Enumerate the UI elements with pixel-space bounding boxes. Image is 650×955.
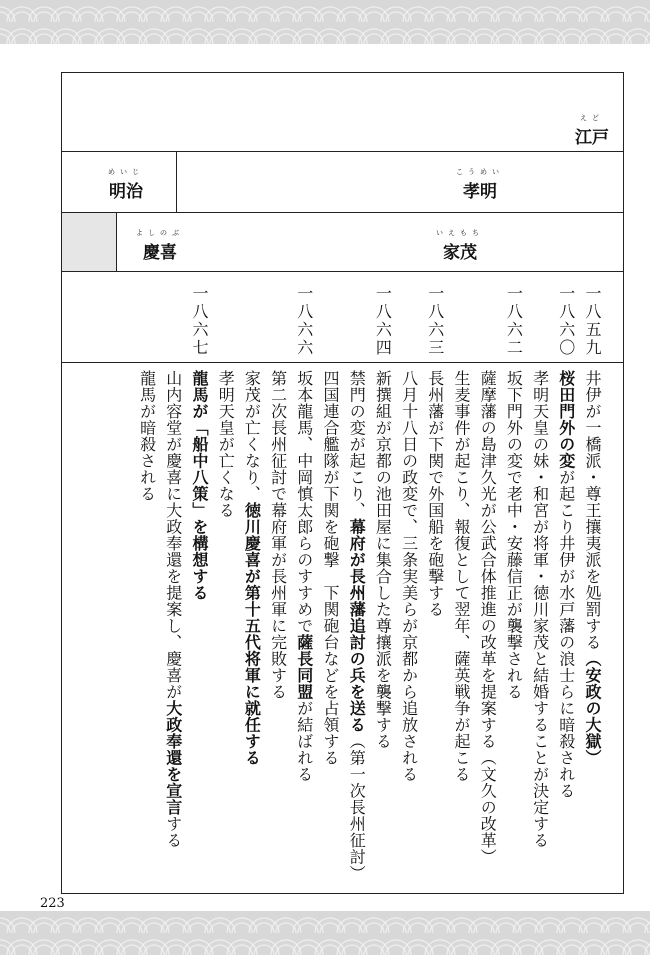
table-divider bbox=[61, 271, 624, 272]
row-year: 一八六三 bbox=[425, 285, 445, 357]
row-event bbox=[322, 370, 338, 766]
row-event bbox=[401, 370, 417, 783]
row-year: 一八六二 bbox=[504, 285, 524, 357]
row-event bbox=[558, 370, 574, 799]
event-text: 新撰組が京都の池田屋に集合した尊攘派を襲撃する bbox=[373, 370, 393, 750]
event-text-bold: 桜田門外の変 bbox=[556, 370, 576, 469]
table-divider bbox=[61, 151, 624, 152]
event-text: が起こり井伊が水戸藩の浪士らに暗殺される bbox=[556, 469, 576, 799]
event-text-bold: （安政の大獄） bbox=[583, 650, 602, 766]
event-text: が結ばれる bbox=[294, 700, 314, 783]
row-year: 一八六七 bbox=[190, 285, 209, 357]
row-event bbox=[242, 370, 262, 766]
event-text: 坂本龍馬、中岡慎太郎らのすすめで bbox=[294, 370, 314, 634]
event-text-bold: 徳川慶喜が第十五代将軍に就任する bbox=[242, 502, 262, 766]
event-text: （第一次長州征討） bbox=[347, 733, 367, 882]
event-text: 坂下門外の変で老中・安藤信正が襲撃される bbox=[504, 370, 524, 700]
row-event bbox=[296, 370, 312, 783]
event-text: 孝明天皇が亡くなる bbox=[216, 370, 236, 519]
event-text: 孝明天皇の妹・和宮が将軍・徳川家茂と結婚することが決定する bbox=[530, 370, 550, 849]
period-yoshinobu: 慶喜 bbox=[143, 243, 177, 263]
event-text: 第二次長州征討で幕府軍が長州軍に完敗する bbox=[268, 370, 288, 700]
event-text: 長州藩が下関で外国船を砲撃する bbox=[425, 370, 445, 618]
period-ruby: よしのぶ bbox=[136, 229, 184, 237]
period-edo: 江戸 bbox=[575, 128, 609, 148]
period-meiji: 明治 bbox=[109, 182, 143, 202]
row-event bbox=[139, 370, 155, 502]
period-koumei: 孝明 bbox=[463, 182, 497, 202]
row-event bbox=[504, 370, 524, 700]
event-text: 龍馬が暗殺される bbox=[137, 370, 157, 502]
event-text-bold: 幕府が長州藩追討の兵を送る bbox=[347, 518, 367, 733]
event-text: 四国連合艦隊が下関を砲撃 下関砲台などを占領する bbox=[321, 370, 340, 766]
table-divider bbox=[116, 212, 117, 271]
table-divider bbox=[61, 212, 624, 213]
shaded-cell bbox=[62, 213, 116, 271]
row-event bbox=[373, 370, 393, 750]
row-year: 一八六〇 bbox=[556, 285, 576, 357]
event-text: 井伊が一橋派・尊王攘夷派を処罰する bbox=[583, 370, 602, 651]
row-event bbox=[453, 370, 469, 783]
row-year: 一八五九 bbox=[583, 285, 602, 357]
event-text: 生麦事件が起こり、報復として翌年、薩英戦争が起こる bbox=[452, 370, 471, 783]
event-text-bold: 龍馬が「船中八策」を構想する bbox=[190, 370, 209, 601]
table-divider bbox=[176, 151, 177, 212]
row-event bbox=[216, 370, 236, 519]
event-text: 禁門の変が起こり、 bbox=[347, 370, 367, 519]
event-text: 家茂が亡くなり、 bbox=[242, 370, 262, 502]
period-ruby: めいじ bbox=[108, 168, 144, 176]
event-text-bold: 薩長同盟 bbox=[294, 634, 314, 700]
row-event bbox=[165, 370, 181, 849]
row-event bbox=[191, 370, 207, 601]
event-text: 八月十八日の政変で、三条実美らが京都から追放される bbox=[399, 370, 419, 783]
event-text-bold: 大政奉還を宣言 bbox=[163, 700, 183, 816]
period-ruby: えど bbox=[580, 114, 604, 122]
row-year: 一八六六 bbox=[294, 285, 314, 357]
period-iemochi: 家茂 bbox=[443, 243, 477, 263]
table-divider bbox=[61, 362, 624, 363]
event-text: する bbox=[163, 815, 183, 849]
row-event bbox=[532, 370, 548, 849]
row-year: 一八六四 bbox=[373, 285, 393, 357]
page-number: 223 bbox=[40, 896, 65, 911]
event-text: 薩摩藩の島津久光が公武合体推進の改革を提案する（文久の改革） bbox=[478, 370, 498, 865]
period-ruby: こうめい bbox=[456, 168, 504, 176]
decorative-bottom-band bbox=[0, 911, 650, 955]
row-event bbox=[584, 370, 600, 766]
row-event bbox=[347, 370, 367, 882]
period-ruby: いえもち bbox=[436, 229, 484, 237]
decorative-top-band bbox=[0, 0, 650, 44]
row-event bbox=[270, 370, 286, 700]
event-text: 山内容堂が慶喜に大政奉還を提案し、慶喜が bbox=[163, 370, 183, 700]
row-event bbox=[427, 370, 443, 618]
row-event bbox=[478, 370, 498, 865]
